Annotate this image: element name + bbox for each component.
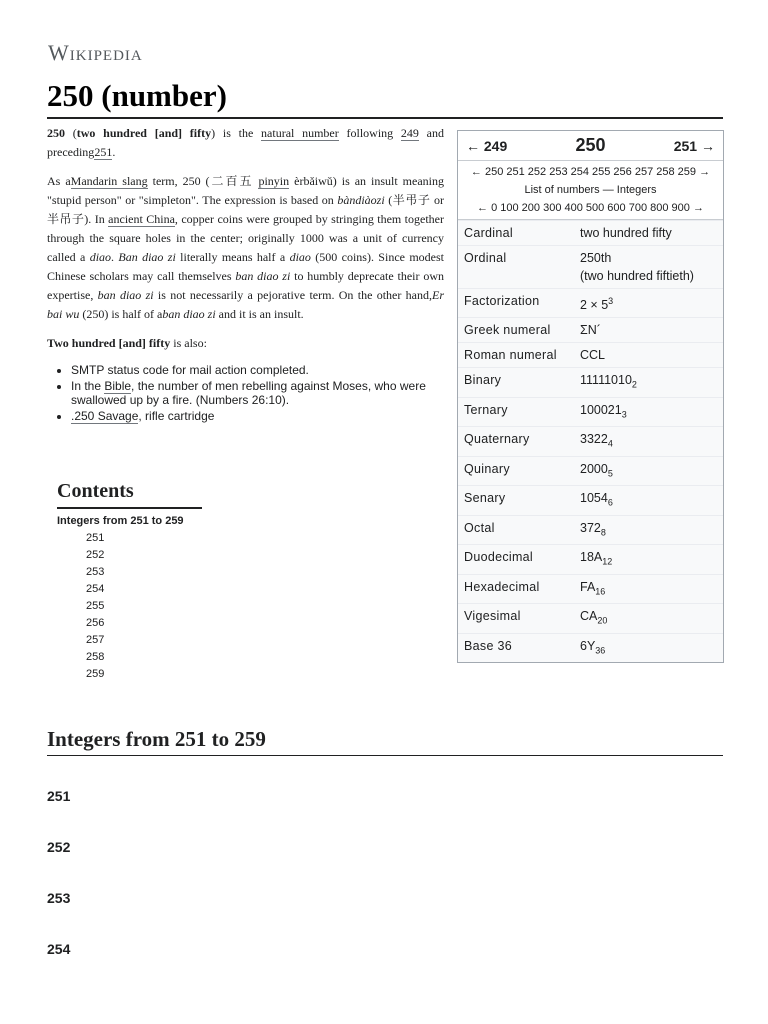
section-divider	[47, 755, 723, 756]
text-span: (半弔子 or 半吊子). In	[47, 193, 444, 226]
infobox-label: Duodecimal	[458, 545, 574, 575]
italic-term: ban diao zi	[235, 269, 291, 283]
infobox-label: Binary	[458, 368, 574, 398]
subheading-252: 252	[47, 839, 71, 855]
infobox-row	[458, 545, 723, 575]
link-251[interactable]: 251	[94, 145, 113, 159]
toc-title: Contents	[57, 480, 202, 509]
text-span: , copper coins were grouped by stringing them together through the square holes in the center; originally 1000 was a unit of currency called a	[47, 212, 444, 264]
value-text: 2 × 5	[580, 298, 609, 313]
text-span: .	[112, 145, 116, 159]
toc-item-254[interactable]: 254	[86, 583, 105, 595]
infobox-row	[458, 289, 723, 318]
link-mandarin-slang[interactable]: Mandarin slang	[70, 174, 148, 188]
value-text: 18A	[580, 550, 603, 565]
infobox-nav	[458, 131, 723, 161]
page-title: 250 (number)	[47, 78, 227, 113]
toc-item-252[interactable]: 252	[86, 549, 105, 561]
list-item	[71, 363, 444, 377]
number-infobox	[457, 130, 724, 663]
italic-term: Ban diao zi	[118, 250, 176, 264]
text-span: is not necessarily a pejorative term. On the other hand,	[153, 288, 433, 302]
value-text: CA	[580, 609, 598, 624]
next-number-link[interactable]: 251 →	[673, 137, 715, 154]
value-text: 1054	[580, 491, 608, 506]
text-span: , the number of men rebelling against Moses, who were swallowed up by a fire. (Numbers 26:10).	[71, 379, 426, 407]
base-subscript: 3	[621, 409, 627, 420]
text-span: In the	[71, 379, 105, 393]
bold-term: two hundred [and] fifty	[76, 126, 212, 140]
base-subscript: 4	[607, 438, 613, 449]
italic-term: Er bai wu	[47, 288, 445, 321]
link-ancient-china[interactable]: ancient China	[108, 212, 175, 226]
infobox-value	[574, 221, 723, 246]
infobox-row	[458, 456, 723, 486]
intro-paragraph-1	[47, 124, 444, 162]
prev-number-link[interactable]: ← 249	[466, 137, 508, 154]
infobox-label: Ordinal	[458, 246, 574, 289]
infobox-value	[574, 246, 723, 289]
infobox-row	[458, 633, 723, 662]
toc-item-253[interactable]: 253	[86, 566, 105, 578]
infobox-value	[574, 515, 723, 545]
toc-item-256[interactable]: 256	[86, 617, 105, 629]
value-text: 100021	[580, 402, 622, 417]
text-span: SMTP status code for mail action completed.	[71, 363, 309, 377]
value-text: 3322	[580, 432, 608, 447]
intro-paragraph-2	[47, 172, 444, 324]
link-natural-number[interactable]: natural number	[261, 126, 339, 140]
text-span: to humbly deprecate their own expertise,	[47, 269, 444, 302]
infobox-row	[458, 343, 723, 368]
infobox-value	[574, 397, 723, 427]
infobox-value	[574, 318, 723, 343]
hundreds-line[interactable]: ← 0 100 200 300 400 500 600 700 800 900 →	[458, 199, 723, 217]
infobox-value	[574, 343, 723, 368]
list-of-numbers-line[interactable]: List of numbers — Integers	[458, 181, 723, 199]
value-text: ΣΝ´	[580, 323, 601, 338]
text-span: (500 coins). Since modest Chinese scholars may call themselves	[47, 250, 444, 283]
text-span: is also:	[170, 336, 207, 350]
italic-term: diao	[89, 250, 112, 264]
text-span: term, 250 (	[147, 174, 210, 188]
toc-item-258[interactable]: 258	[86, 651, 105, 663]
infobox-label: Hexadecimal	[458, 574, 574, 604]
value-text: CCL	[580, 348, 606, 363]
link-250-savage[interactable]: .250 Savage	[71, 409, 139, 423]
bold-term: Two hundred [and] fifty	[47, 336, 171, 350]
text-span: (250) is half of a	[79, 307, 163, 321]
infobox-value	[574, 289, 723, 318]
value-text: 372	[580, 520, 601, 535]
infobox-row	[458, 221, 723, 246]
value-text: FA	[580, 579, 596, 594]
infobox-table	[458, 220, 723, 662]
infobox-label: Base 36	[458, 633, 574, 662]
table-of-contents	[57, 480, 217, 683]
infobox-value	[574, 456, 723, 486]
infobox-label: Octal	[458, 515, 574, 545]
text-span: As a	[47, 174, 71, 188]
value-text: 2000	[580, 461, 608, 476]
infobox-row	[458, 246, 723, 289]
value-text: 250th (two hundred fiftieth)	[580, 251, 694, 283]
infobox-row	[458, 368, 723, 398]
text-span: , rifle cartridge	[138, 409, 215, 423]
wikipedia-logo[interactable]: Wikipedia	[48, 40, 143, 65]
text-span: èrbǎiwǔ) is an insult meaning "stupid person" or "simpleton". The expression is based on	[47, 174, 445, 207]
current-number: 250	[575, 135, 606, 155]
value-text: two hundred fifty	[580, 226, 672, 240]
infobox-value	[574, 633, 723, 662]
base-subscript: 8	[600, 527, 606, 538]
list-item	[71, 379, 444, 407]
infobox-row	[458, 486, 723, 516]
toc-item-259[interactable]: 259	[86, 668, 105, 680]
intro-column	[47, 124, 444, 425]
infobox-row	[458, 574, 723, 604]
base-subscript: 6	[607, 497, 613, 508]
subheading-253: 253	[47, 890, 71, 906]
value-text: 11111010	[580, 373, 632, 388]
text-span: ) is the	[211, 126, 262, 140]
infobox-label: Factorization	[458, 289, 574, 318]
sequence-line[interactable]: ← 250 251 252 253 254 255 256 257 258 259 →	[458, 163, 723, 181]
infobox-label: Quinary	[458, 456, 574, 486]
infobox-row	[458, 427, 723, 457]
infobox-value	[574, 486, 723, 516]
infobox-row	[458, 515, 723, 545]
link-bible[interactable]: Bible	[104, 379, 132, 393]
toc-items	[57, 530, 217, 683]
link-249[interactable]: 249	[400, 126, 419, 140]
link-pinyin[interactable]: pinyin	[258, 174, 290, 188]
text-span: following	[338, 126, 401, 140]
italic-term: ban diao zi	[162, 307, 216, 321]
cjk-text: 二百五	[209, 174, 254, 188]
value-text: 6Y	[580, 638, 596, 653]
base-subscript: 5	[607, 468, 613, 479]
infobox-value	[574, 545, 723, 575]
infobox-row	[458, 397, 723, 427]
italic-term: diao	[289, 250, 311, 264]
infobox-value	[574, 604, 723, 634]
infobox-row	[458, 318, 723, 343]
italic-term: bàndiàozi	[337, 193, 385, 207]
base-subscript: 16	[595, 586, 606, 597]
list-item	[71, 409, 444, 423]
infobox-sequence-block	[458, 161, 723, 220]
intro-paragraph-3	[47, 334, 444, 353]
toc-item-251[interactable]: 251	[86, 532, 105, 544]
infobox-label: Greek numeral	[458, 318, 574, 343]
infobox-label: Vigesimal	[458, 604, 574, 634]
infobox-value	[574, 368, 723, 398]
title-divider	[47, 117, 723, 119]
toc-item-255[interactable]: 255	[86, 600, 105, 612]
base-subscript: 12	[602, 556, 613, 567]
infobox-value	[574, 427, 723, 457]
infobox-value	[574, 574, 723, 604]
italic-term: ban diao zi	[97, 288, 154, 302]
base-subscript: 2	[631, 379, 637, 390]
infobox-label: Senary	[458, 486, 574, 516]
base-subscript: 20	[597, 615, 608, 626]
section-title: Integers from 251 to 259	[47, 727, 266, 751]
infobox-row	[458, 604, 723, 634]
bold-term: 250	[47, 126, 65, 140]
subheading-251: 251	[47, 788, 71, 804]
infobox-label: Cardinal	[458, 221, 574, 246]
also-list	[47, 363, 444, 423]
text-span: and it is an insult.	[215, 307, 304, 321]
base-subscript: 36	[595, 645, 606, 656]
toc-heading-link[interactable]: Integers from 251 to 259	[57, 515, 184, 527]
exponent: 3	[608, 296, 614, 306]
text-span: (	[65, 126, 77, 140]
text-span: literally means half a	[175, 250, 290, 264]
toc-item-257[interactable]: 257	[86, 634, 105, 646]
infobox-label: Roman numeral	[458, 343, 574, 368]
infobox-label: Ternary	[458, 397, 574, 427]
infobox-label: Quaternary	[458, 427, 574, 457]
text-span: and preceding	[47, 126, 444, 159]
text-span: .	[111, 250, 119, 264]
subheading-254: 254	[47, 941, 71, 957]
